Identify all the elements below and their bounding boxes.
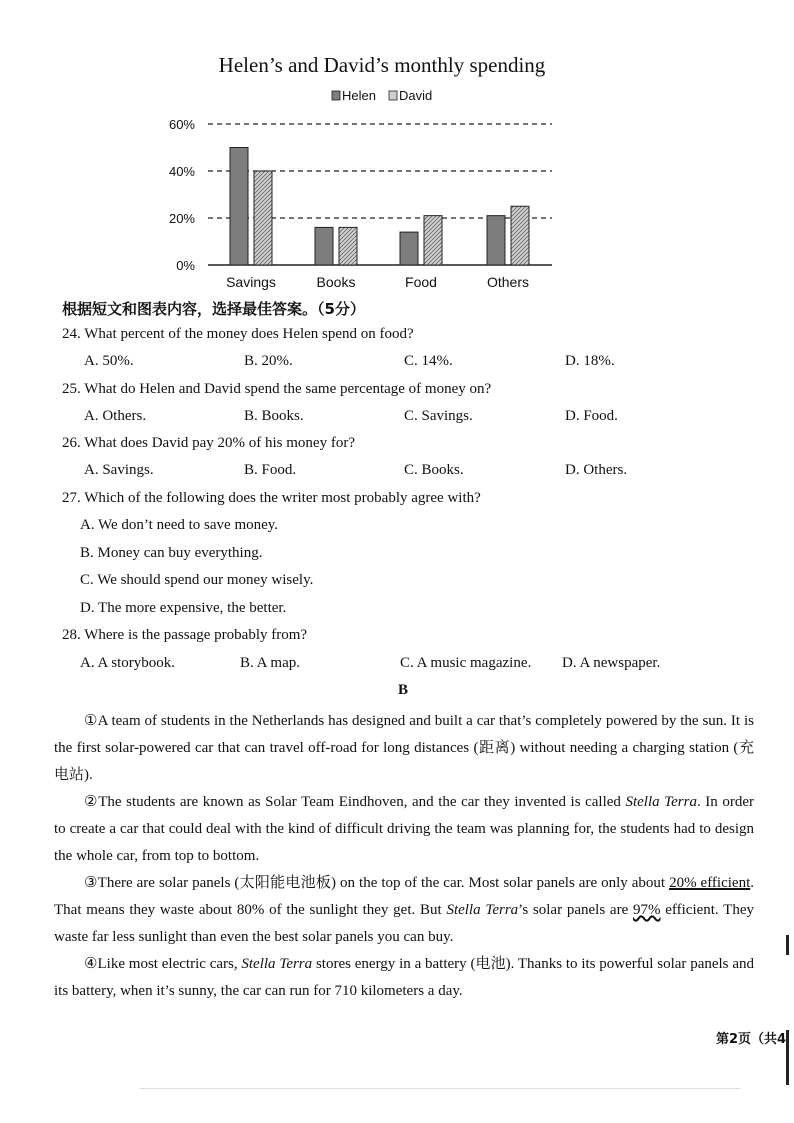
option-24-c[interactable]: C. 14%.	[404, 353, 453, 369]
paragraph-4-text-cont: stores energy in a battery (电池). Thanks to its powerful solar panels and its battery, when it’s sunny, the car can run for 710 kilometers a day.	[54, 956, 754, 999]
y-tick-label: 20%	[168, 211, 195, 226]
paragraph-2	[54, 789, 754, 870]
paragraph-1	[54, 708, 754, 789]
option-25-a[interactable]: A. Others.	[84, 408, 147, 424]
footer-divider	[140, 1088, 740, 1089]
paragraph-3-text-cont2: ’s solar panels are	[518, 902, 633, 918]
chart-legend	[332, 88, 432, 103]
option-26-c[interactable]: C. Books.	[404, 462, 464, 478]
bar-helen-savings	[230, 148, 248, 266]
x-tick-label-books: Books	[316, 274, 356, 290]
option-26-a[interactable]: A. Savings.	[84, 462, 154, 478]
scan-edge-mark	[786, 1030, 789, 1085]
bar-david-savings	[254, 171, 272, 265]
bar-helen-food	[400, 232, 418, 265]
bar-david-food	[424, 216, 442, 265]
paragraph-3-text-cont3: efficient. They waste far less sunlight than even the best solar panels you can buy.	[54, 902, 754, 945]
section-b-passage	[54, 708, 754, 1005]
page-number: 第2页（共4	[716, 1032, 787, 1047]
underlined-97-percent: 97%	[632, 902, 661, 918]
scan-edge-mark	[786, 935, 789, 955]
x-tick-label-others: Others	[486, 274, 530, 290]
y-tick-label: 40%	[168, 164, 195, 179]
section-b-heading: B	[398, 682, 409, 698]
legend-label-helen: Helen	[342, 88, 376, 103]
legend-swatch-david	[389, 91, 397, 100]
question-28: 28. Where is the passage probably from?	[62, 627, 308, 643]
question-25: 25. What do Helen and David spend the same percentage of money on?	[62, 381, 492, 397]
option-28-d[interactable]: D. A newspaper.	[562, 655, 661, 671]
option-27-d[interactable]: D. The more expensive, the better.	[80, 600, 287, 616]
question-27: 27. Which of the following does the writer most probably agree with?	[62, 490, 481, 506]
paragraph-1-text: ①A team of students in the Netherlands has designed and built a car that’s completely powered by the sun. It is the first solar-powered car that can travel off-road for long distances (距离) without needing a charging station (充电站).	[54, 713, 754, 783]
bar-helen-books	[315, 227, 333, 265]
car-name-possessive: Stella Terra	[446, 902, 519, 918]
option-26-b[interactable]: B. Food.	[244, 462, 297, 478]
option-28-b[interactable]: B. A map.	[240, 655, 301, 671]
legend-label-david: David	[399, 88, 433, 103]
x-tick-label-food: Food	[405, 274, 437, 290]
option-28-c[interactable]: C. A music magazine.	[400, 655, 532, 671]
paragraph-3-text: ③There are solar panels (太阳能电池板) on the top of the car. Most solar panels are only about	[84, 875, 670, 891]
underlined-20-efficient: 20% efficient	[669, 875, 751, 891]
car-name: Stella Terra	[625, 794, 697, 810]
paragraph-4	[54, 951, 754, 1005]
paragraph-3	[54, 870, 754, 951]
legend-swatch-helen	[332, 91, 340, 100]
y-tick-label: 0%	[176, 258, 195, 273]
option-24-d[interactable]: D. 18%.	[565, 353, 615, 369]
option-28-a[interactable]: A. A storybook.	[80, 655, 176, 671]
option-25-d[interactable]: D. Food.	[565, 408, 618, 424]
option-27-a[interactable]: A. We don’t need to save money.	[80, 517, 279, 533]
bar-david-others	[511, 206, 529, 265]
paragraph-2-text-cont: . In order to create a car that could deal with the kind of difficult driving the team was planning for, the students had to design the whole car, from top to bottom.	[54, 794, 754, 864]
paragraph-2-text: ②The students are known as Solar Team Eindhoven, and the car they invented is called	[84, 794, 626, 810]
question-24: 24. What percent of the money does Helen spend on food?	[62, 326, 414, 342]
option-24-b[interactable]: B. 20%.	[244, 353, 293, 369]
option-27-b[interactable]: B. Money can buy everything.	[80, 545, 263, 561]
option-24-a[interactable]: A. 50%.	[84, 353, 134, 369]
option-25-c[interactable]: C. Savings.	[404, 408, 473, 424]
car-name-2: Stella Terra	[241, 956, 313, 972]
option-26-d[interactable]: D. Others.	[565, 462, 628, 478]
chart-title: Helen’s and David’s monthly spending	[218, 53, 546, 77]
instruction: 根据短文和图表内容，选择最佳答案。（5分）	[62, 300, 365, 318]
bar-david-books	[339, 227, 357, 265]
y-tick-label: 60%	[168, 117, 195, 132]
paragraph-4-text: ④Like most electric cars,	[84, 956, 242, 972]
option-25-b[interactable]: B. Books.	[244, 408, 304, 424]
question-26: 26. What does David pay 20% of his money for?	[62, 435, 355, 451]
spending-bar-chart	[0, 0, 794, 300]
option-27-c[interactable]: C. We should spend our money wisely.	[80, 572, 314, 588]
paragraph-3-text-cont: . That means they waste about 80% of the sunlight they get. But	[54, 875, 754, 918]
bar-helen-others	[487, 216, 505, 265]
x-tick-label-savings: Savings	[226, 274, 276, 290]
